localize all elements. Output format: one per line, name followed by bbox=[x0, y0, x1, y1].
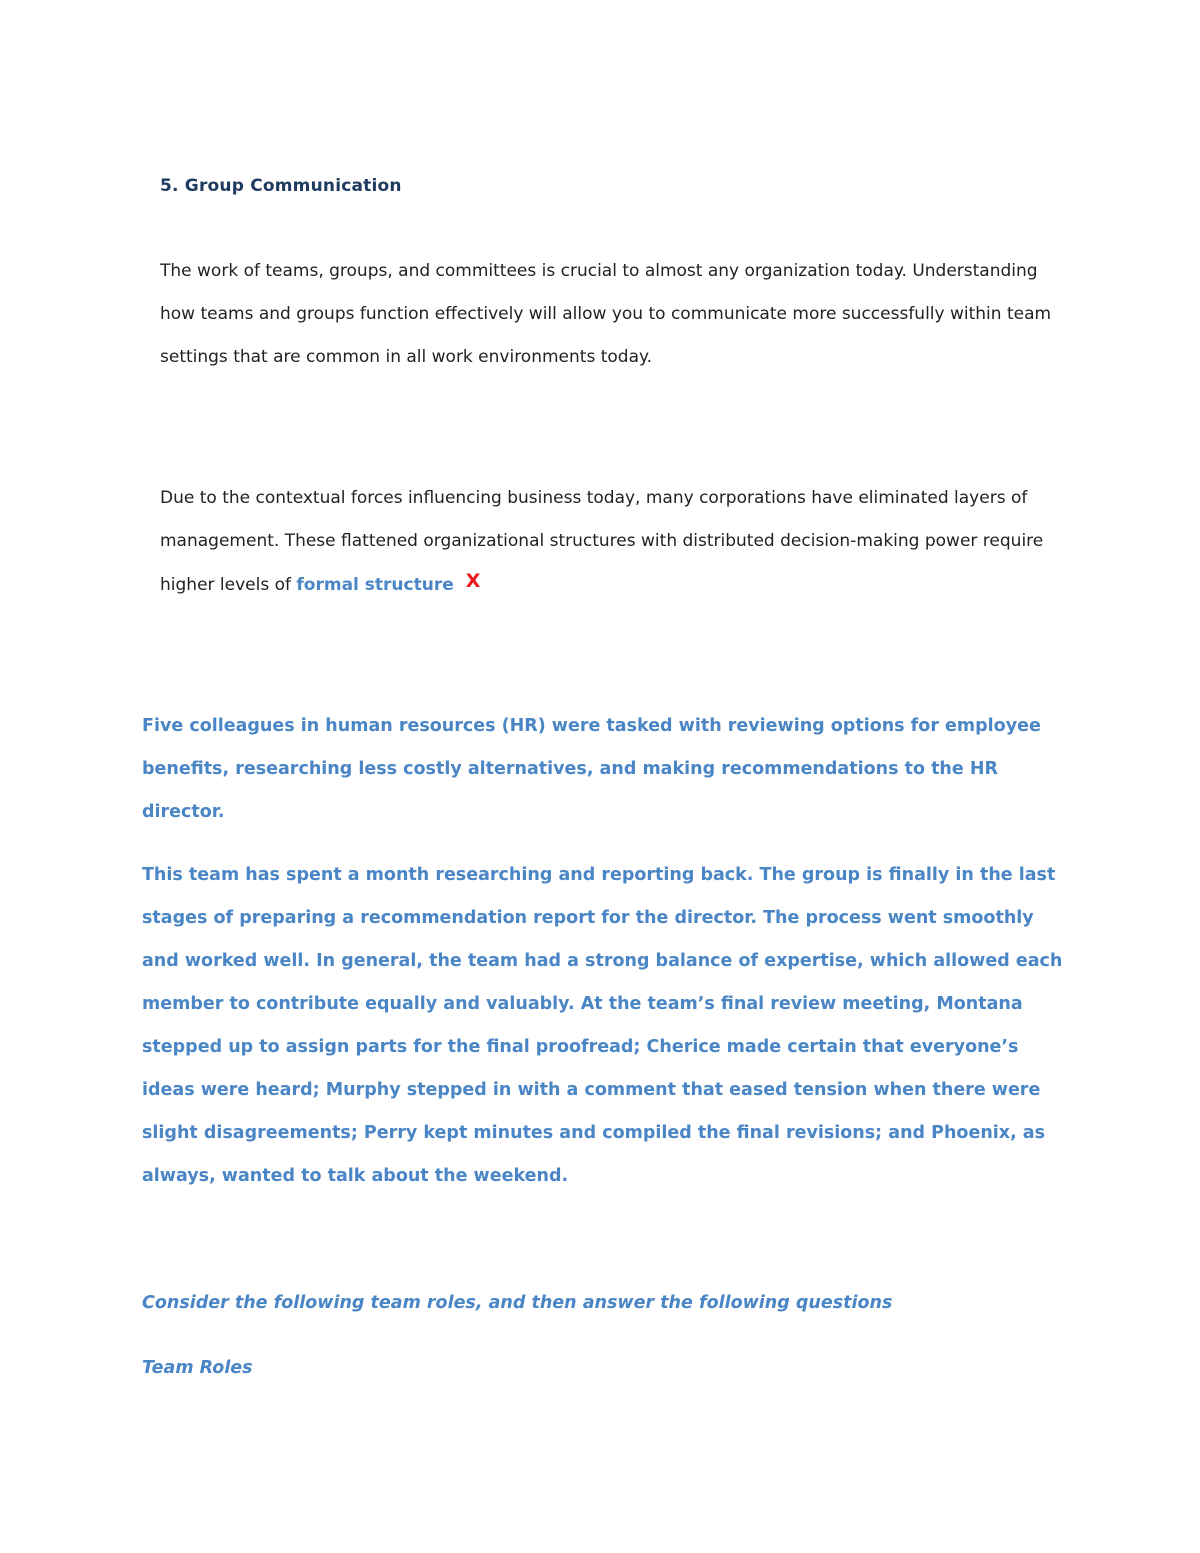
selected-answer: formal structure bbox=[296, 575, 454, 595]
question-paragraph bbox=[160, 477, 1060, 607]
intro-paragraph: The work of teams, groups, and committees is crucial to almost any organization today. Understanding how teams and groups function effectively will allow you to communicate more successfully within team settings that are common in all work environments today. bbox=[160, 261, 1052, 367]
incorrect-mark-icon: X bbox=[465, 570, 481, 592]
section-heading: 5. Group Communication bbox=[160, 176, 402, 196]
team-roles-subheading: Team Roles bbox=[142, 1358, 253, 1378]
instruction-prompt: Consider the following team roles, and then answer the following questions bbox=[142, 1293, 893, 1313]
question-text: Due to the contextual forces influencing business today, many corporations have eliminated layers of management. These flattened organizational structures with distributed decision-making power require higher levels of bbox=[160, 488, 1044, 595]
scenario-paragraph-1: Five colleagues in human resources (HR) were tasked with reviewing options for employee benefits, researching less costly alternatives, and making recommendations to the HR director. bbox=[142, 716, 1041, 822]
scenario-paragraph-2: This team has spent a month researching and reporting back. The group is finally in the last stages of preparing a recommendation report for the director. The process went smoothly and worked well. In general, the team had a strong balance of expertise, which allowed each member to contribute equally and valuably. At the team’s final review meeting, Montana stepped up to assign parts for the final proofread; Cherice made certain that everyone’s ideas were heard; Murphy stepped in with a comment that eased tension when there were slight disagreements; Perry kept minutes and compiled the final revisions; and Phoenix, as always, wanted to talk about the weekend. bbox=[142, 865, 1063, 1186]
